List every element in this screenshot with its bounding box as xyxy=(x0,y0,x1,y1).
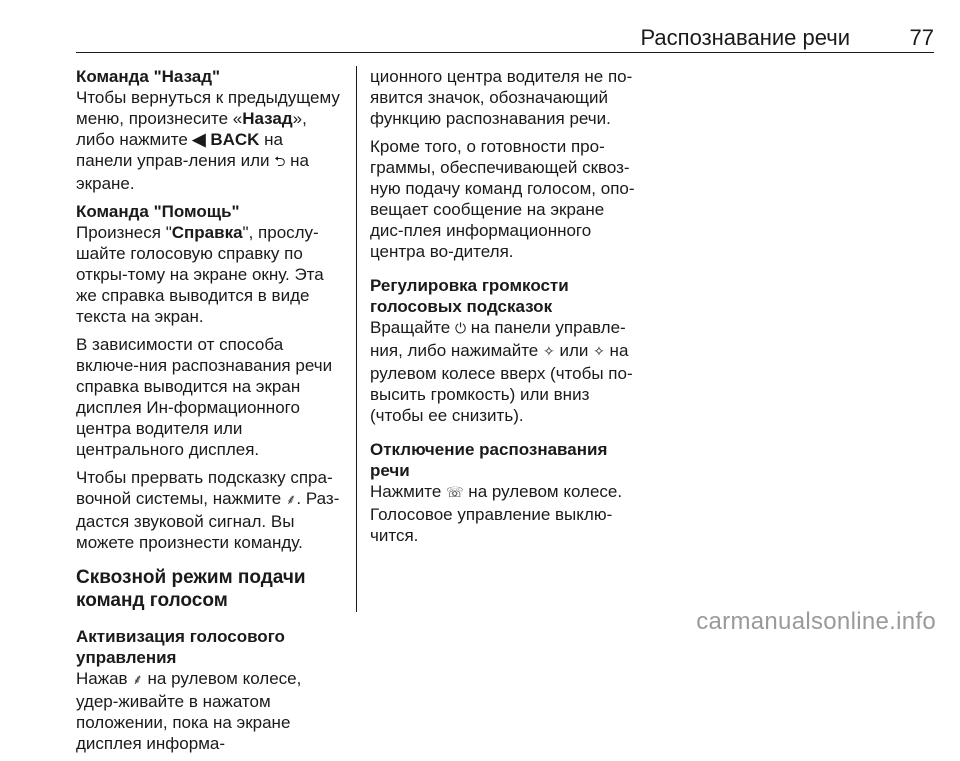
paragraph-ready: Кроме того, о готовности про-граммы, обеспечивающей сквоз-ную подачу команд голосом, опо-вещает сообщение на экране дис-плея информационного центра во-дителя. xyxy=(370,137,635,261)
watermark: carmanualsonline.info xyxy=(696,608,936,635)
page-header xyxy=(76,26,934,50)
section-title-help: Команда "Помощь" xyxy=(76,202,240,221)
paragraph-back: Чтобы вернуться к предыдущему меню, произнесите «Назад», либо нажмите ◀ BACK на панели управ-ления или ⮌ на экране. xyxy=(76,88,340,193)
return-icon: ⮌ xyxy=(274,154,286,170)
right-column xyxy=(370,66,638,553)
section-title-back: Команда "Назад" xyxy=(76,67,221,86)
heading-pass-through: Сквозной режим подачи команд голосом xyxy=(76,567,306,611)
keyword-help: Справка xyxy=(171,223,243,242)
section-title-activate: Активизация голосового управления xyxy=(76,627,285,667)
keyword-back: Назад xyxy=(242,109,293,128)
voice-button-icon: ⸙ xyxy=(132,672,143,688)
paragraph-help: Произнеся "Справка", прослу-шайте голосовую справку по откры-тому на экране окну. Эта же справка выводится в виде текста на экран. xyxy=(76,223,324,326)
hang-up-icon: ☏ xyxy=(446,485,464,501)
volume-down-icon: ✧ xyxy=(593,344,605,360)
paragraph-volume: Вращайте ⏻ на панели управле-ния, либо нажимайте ✧ или ✧ на рулевом колесе вверх (чтобы по-высить громкость) или вниз (чтобы ее снизить). xyxy=(370,318,633,425)
voice-button-icon: ⸙ xyxy=(285,492,297,508)
paragraph-interrupt: Чтобы прервать подсказку спра-вочной системы, нажмите ⸙. Раз-дастся звуковой сигнал. Вы можете произнести команду. xyxy=(76,468,340,552)
back-arrow-icon: ◀ xyxy=(192,130,206,149)
power-knob-icon: ⏻ xyxy=(454,321,467,337)
page-title: Распознавание речи xyxy=(640,25,850,50)
header-divider xyxy=(76,52,934,53)
left-column xyxy=(76,66,344,761)
paragraph-disable: Нажмите ☏ на рулевом колесе. Голосовое управление выклю-чится. xyxy=(370,482,623,545)
paragraph-activate: Нажав ⸙ на рулевом колесе, удер-живайте в нажатом положении, пока на экране дисплея информа- xyxy=(76,669,302,753)
paragraph-help-display: В зависимости от способа включе-ния распознавания речи справка выводится на экран дисплея Ин-формационного центра водителя или центрального дисплея. xyxy=(76,335,333,459)
volume-up-icon: ✧ xyxy=(543,344,555,360)
back-button-label: BACK xyxy=(210,130,260,149)
column-divider xyxy=(356,66,357,612)
paragraph-continued: ционного центра водителя не по-явится значок, обозначающий функцию распознавания речи. xyxy=(370,67,633,128)
section-title-volume: Регулировка громкости голосовых подсказок xyxy=(370,276,569,316)
section-title-disable: Отключение распознавания речи xyxy=(370,440,608,480)
page-number: 77 xyxy=(909,25,934,50)
